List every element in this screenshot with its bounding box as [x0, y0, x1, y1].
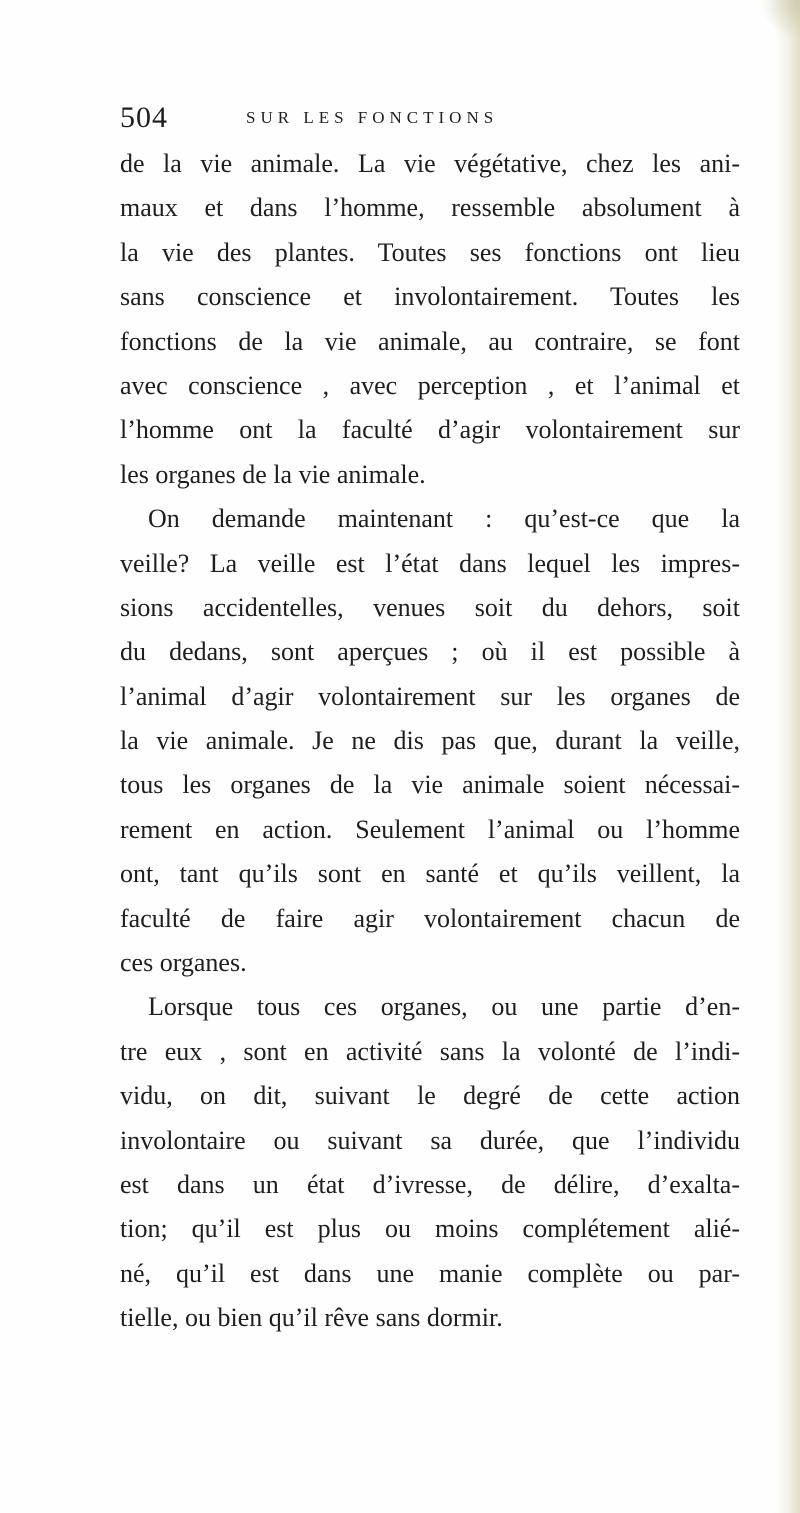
text-line: du dedans, sont aperçues ; où il est possible à — [120, 637, 740, 667]
page-number: 504 — [120, 101, 168, 134]
page-corner-stain — [760, 0, 800, 40]
text-line: né, qu’il est dans une manie complète ou par- — [120, 1258, 740, 1288]
text-line: de la vie animale. La vie végétative, chez les ani- — [120, 149, 740, 178]
text-line: tre eux , sont en activité sans la volonté de l’indi- — [120, 1036, 740, 1066]
body-text — [120, 142, 740, 1341]
text-line: vidu, on dit, suivant le degré de cette action — [120, 1081, 740, 1111]
text-line: ces organes. — [120, 948, 247, 978]
text-line: la vie des plantes. Toutes ses fonctions ont lieu — [120, 237, 740, 267]
text-line: maux et dans l’homme, ressemble absolument à — [120, 193, 740, 223]
text-line: sans conscience et involontairement. Toutes les — [120, 282, 740, 312]
text-line: la vie animale. Je ne dis pas que, durant la veille, — [120, 726, 740, 756]
text-line: rement en action. Seulement l’animal ou l’homme — [120, 814, 740, 844]
running-head: SUR LES FONCTIONS — [246, 108, 499, 127]
text-line: On demande maintenant : qu’est-ce que la — [148, 504, 740, 534]
text-line: fonctions de la vie animale, au contraire, se font — [120, 326, 740, 356]
text-line: veille? La veille est l’état dans lequel les impres- — [120, 548, 740, 578]
text-line: avec conscience , avec perception , et l’animal et — [120, 370, 740, 400]
text-line: les organes de la vie animale. — [120, 459, 426, 489]
text-line: tous les organes de la vie animale soient nécessai- — [120, 770, 740, 800]
page-header — [120, 98, 740, 138]
page-edge-shading — [774, 0, 800, 1513]
text-line: l’homme ont la faculté d’agir volontairement sur — [120, 415, 740, 445]
text-line: tion; qu’il est plus ou moins complétement alié- — [120, 1214, 740, 1244]
text-line: involontaire ou suivant sa durée, que l’individu — [120, 1125, 740, 1155]
text-line: est dans un état d’ivresse, de délire, d’exalta- — [120, 1169, 740, 1199]
text-line: ont, tant qu’ils sont en santé et qu’ils veillent, la — [120, 859, 740, 889]
text-line: sions accidentelles, venues soit du dehors, soit — [120, 592, 740, 622]
text-line: l’animal d’agir volontairement sur les organes de — [120, 681, 740, 711]
text-line: faculté de faire agir volontairement chacun de — [120, 903, 740, 933]
text-line: tielle, ou bien qu’il rêve sans dormir. — [120, 1303, 503, 1333]
text-line: Lorsque tous ces organes, ou une partie d’en- — [148, 992, 740, 1022]
